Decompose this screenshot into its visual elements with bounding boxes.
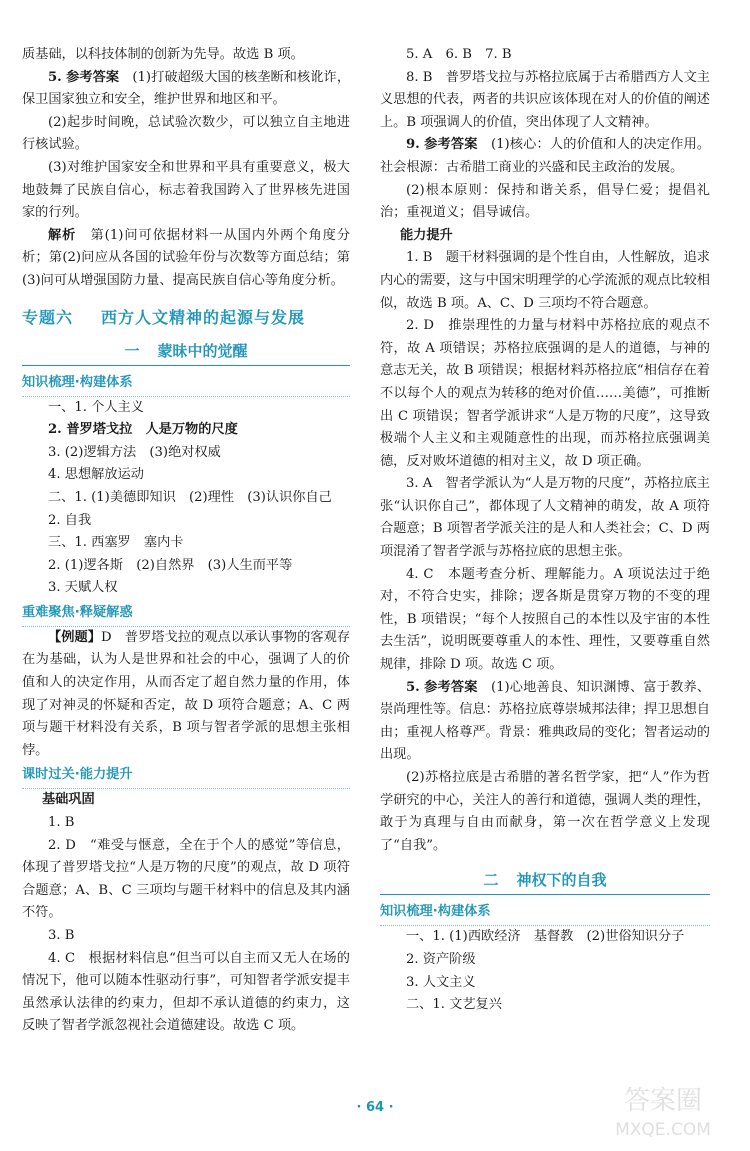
answer-label: 参考答案 — [424, 137, 478, 153]
base-answer-4: 4. C 根据材料信息“但当可以自主而又无人在场的情况下，他可以随本性驱动行事”，可知智者学派安提丰虽然承认法律的约束力，但却不承认道德的约束力，这反映了智者学派忽视社会道德建设。故选 C 项。 — [22, 950, 350, 1034]
knowledge-item: 3. (2)逻辑方法 (3)绝对权威 — [48, 444, 221, 460]
q9-answer: 9. 参考答案 (1)核心：人的价值和人的决定作用。社会根源：古希腊工商业的兴盛和民主政治的发展。 — [380, 137, 711, 175]
right-column — [380, 44, 710, 1017]
q9-part2: (2)根本原则：保持和谐关系，倡导仁爱；提倡礼治；重视道义；倡导诚信。 — [380, 182, 710, 221]
ability-answer-2: 2. D 推崇理性的力量与材料中苏格拉底的观点不符，故 A 项错误；苏格拉底强调的是人的道德，与神的意志无关，故 B 项错误；根据材料苏格拉底“相信存在着不以每个人的观点为转移的绝对价值……美德”，可推断出 C 项错误；智者学派讲求“人是万物的尺度”，这导致极端个人主义和主观随意性的出现，而苏格拉底强调美德，反对败坏道德的相对主义，故 D 项正确。 — [380, 318, 710, 469]
knowledge-item: 3. 人文主义 — [406, 974, 476, 990]
left-p1: 质基础，以科技体制的创新为先导。故选 B 项。 — [22, 47, 304, 62]
knowledge-item: 2. (1)逻各斯 (2)自然界 (3)人生而平等 — [48, 557, 293, 573]
topic-heading: 专题六 西方人文精神的起源与发展 — [22, 307, 306, 327]
knowledge-item: 4. 思想解放运动 — [48, 467, 144, 483]
q5-part3: (3)对维护国家安全和世界和平具有重要意义，极大地鼓舞了民族自信心，标志着我国跨入了世界核先进国家的行列。 — [22, 159, 350, 221]
svg-text:MXQE.COM: MXQE.COM — [615, 1120, 711, 1140]
subheading-practice: 课时过关·能力提升 — [22, 764, 350, 789]
section-heading-1: 一 蒙昧中的觉醒 — [22, 340, 350, 366]
ability-answer-3: 3. A 智者学派认为“人是万物的尺度”，苏格拉底主张“认识你自己”，都体现了人文精神的萌发，故 A 项符合题意；B 项智者学派关注的是人和人类社会；C、D 两项混淆了智者学派与苏格拉底的思想主张。 — [380, 476, 710, 560]
svg-text:答案圈: 答案圈 — [623, 1086, 703, 1116]
q5-analysis: 解析 第(1)问可依据材料一从国内外两个角度分析；第(2)问应从各国的试验年份与次数等方面总结；第(3)问可从增强国防力量、提高民族自信心等角度分析。 — [22, 227, 351, 288]
knowledge-item: 一、1. 个人主义 — [48, 399, 144, 415]
base-answer-1: 1. B — [48, 815, 75, 831]
base-answer-3: 3. B — [48, 928, 75, 943]
knowledge-item: 一、1. (1)西欧经济 基督教 (2)世俗知识分子 — [406, 929, 685, 945]
section-heading-2: 二 神权下的自我 — [380, 869, 710, 895]
answers-5-7: 5. A 6. B 7. B — [406, 47, 512, 62]
example-answer: 【例题】D 普罗塔戈拉的观点以承认事物的客观存在为基础，认为人是世界和社会的中心，强调了人的价值和人的决定作用，从而否定了超自然力量的作用，体现了对神灵的怀疑和否定，故 D 项符合题意；A、C 两项与题干材料没有关系，B 项与智者学派的思想主张相悖。 — [22, 629, 351, 758]
page-number: · 64 · — [356, 1100, 394, 1115]
knowledge-item: 二、1. (1)美德即知识 (2)理性 (3)认识你自己 — [48, 489, 332, 505]
watermark-logo — [588, 1077, 738, 1143]
ability-heading: 能力提升 — [400, 227, 453, 243]
subheading-knowledge: 知识梳理·构建体系 — [22, 372, 350, 397]
knowledge-item: 2. 自我 — [48, 512, 92, 528]
q5-answer: 5. 参考答案 (1)打破超级大国的核垄断和核讹诈，保卫国家独立和安全，维护世界和地区和平。 — [22, 69, 351, 108]
answer-8: 8. B 普罗塔戈拉与苏格拉底属于古希腊西方人文主义思想的代表，两者的共识应该体现在对人的价值的阐述上。B 项强调人的价值，突出体现了人文精神。 — [380, 69, 710, 130]
knowledge-item: 二、1. 文艺复兴 — [406, 997, 502, 1013]
answer-label: 参考答案 — [66, 69, 120, 85]
knowledge-item: 2. 资产阶级 — [406, 951, 476, 967]
ability-answer-5-part2: (2)苏格拉底是古希腊的著名哲学家，把“人”作为哲学研究的中心，关注人的善行和道德，强调人类的理性，敢于为真理与自由而献身，第一次在哲学意义上发现了“自我”。 — [380, 770, 710, 853]
ability-answer-1: 1. B 题干材料强调的是个性自由，人性解放，追求内心的需要，这与中国宋明理学的心学流派的观点比较相似，故选 B 项。A、C、D 三项均不符合题意。 — [380, 250, 710, 311]
knowledge-item: 3. 天赋人权 — [48, 580, 118, 596]
knowledge-item: 三、1. 西塞罗 塞内卡 — [48, 535, 184, 551]
base-heading: 基础巩固 — [42, 792, 95, 808]
knowledge-item: 2. 普罗塔戈拉 人是万物的尺度 — [48, 422, 238, 438]
left-column — [22, 44, 350, 1038]
ability-answer-5: 5. 参考答案 (1)心地善良、知识渊博、富于教养、崇尚理性等。信息：苏格拉底尊崇城邦法律；捍卫思想自由；重视人格尊严。背景：雅典政局的变化；智者运动的出现。 — [380, 679, 711, 763]
subheading-knowledge-2: 知识梳理·构建体系 — [380, 901, 710, 926]
ability-answer-4: 4. C 本题考查分析、理解能力。A 项说法过于绝对，不符合史实，排除；逻各斯是贯穿万物的不变的理性，B 项错误；“每个人按照自己的本性以及宇宙的本性去生活”，说明既要尊重人的本性、理性，又要尊重自然规律，排除 D 项。故选 C 项。 — [380, 566, 710, 673]
subheading-focus: 重难聚焦·释疑解惑 — [22, 602, 350, 627]
base-answer-2: 2. D “难受与惬意，全在于个人的感觉”等信息，体现了普罗塔戈拉“人是万物的尺度”的观点，故 D 项符合题意；A、B、C 三项均与题干材料中的信息及其内涵不符。 — [22, 837, 350, 921]
answer-label: 参考答案 — [424, 679, 478, 695]
q5-part2: (2)起步时间晚，总试验次数少，可以独立自主地进行核试验。 — [22, 114, 350, 153]
